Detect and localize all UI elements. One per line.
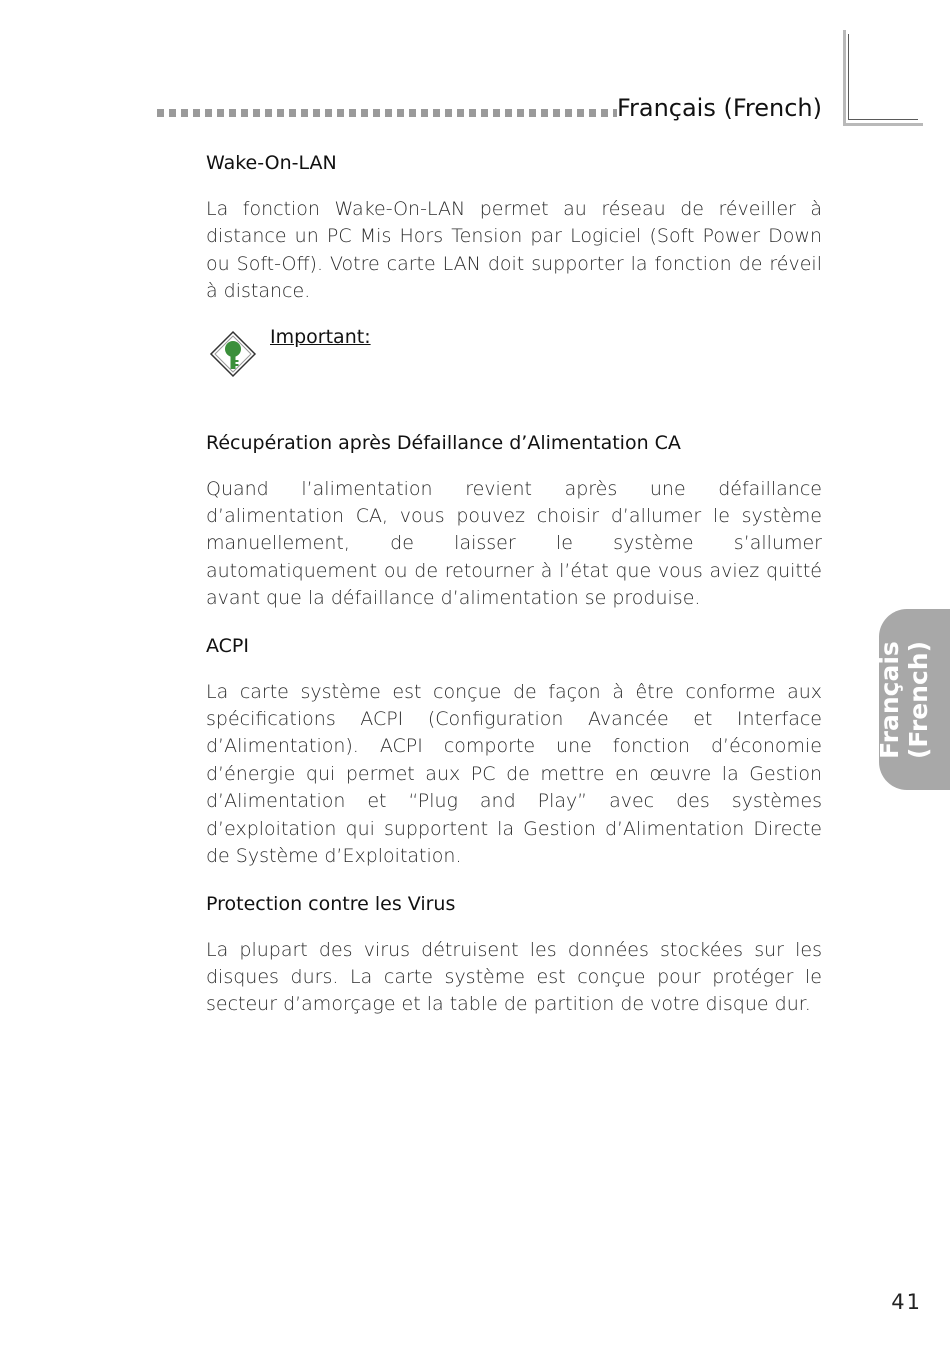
document-body <box>206 150 822 1039</box>
section-acpi <box>206 633 822 871</box>
header-dotted-rule <box>157 109 617 117</box>
corner-crop-mark-inner <box>848 34 918 120</box>
section-heading: Protection contre les Virus <box>206 892 456 915</box>
important-note <box>206 324 822 406</box>
section-wake-on-lan <box>206 150 822 306</box>
side-tab-line-1: Français <box>875 640 904 759</box>
section-heading: ACPI <box>206 634 249 657</box>
section-heading: Récupération après Défaillance d’Alimentation CA <box>206 431 681 454</box>
side-tab-label <box>875 640 933 758</box>
section-paragraph: La fonction Wake-On-LAN permet au réseau de réveiller à distance un PC Mis Hors Tension par Logiciel (Soft Power Down ou Soft-Off). Votre carte LAN doit supporter la fonction de réveil à distance. <box>206 198 822 303</box>
important-label: Important: <box>270 325 371 348</box>
page-number: 41 <box>891 1290 922 1314</box>
page-header-title: Français (French) <box>616 94 822 122</box>
section-virus-protection <box>206 891 822 1019</box>
side-tab-line-2: (French) <box>904 640 933 759</box>
section-ac-power-recovery <box>206 430 822 613</box>
section-paragraph: La plupart des virus détruisent les données stockées sur les disques durs. La carte système est conçue pour protéger le secteur d’amorçage et la table de partition de votre disque dur. <box>206 938 822 1016</box>
language-side-tab <box>875 609 950 790</box>
section-paragraph: La carte système est conçue de façon à être conforme aux spécifications ACPI (Configuration Avancée et Interface d’Alimentation). ACPI comporte une fonction d’économie d’énergie qui permet aux PC de mettre en œuvre la Gestion d’Alimentation et “Plug and Play” avec des systèmes d’exploitation qui supportent la Gestion d’Alimentation Directe de Système d’Exploitation. <box>206 680 822 868</box>
key-diamond-icon <box>209 330 257 378</box>
section-heading: Wake-On-LAN <box>206 152 337 174</box>
section-paragraph: Quand l’alimentation revient après une défaillance d’alimentation CA, vous pouvez choisir d’allumer le système manuellement, de laisser le système s’allumer automatiquement ou de retourner à l’état que vous aviez quitté avant que la défaillance d’alimentation se produise. <box>206 477 822 610</box>
